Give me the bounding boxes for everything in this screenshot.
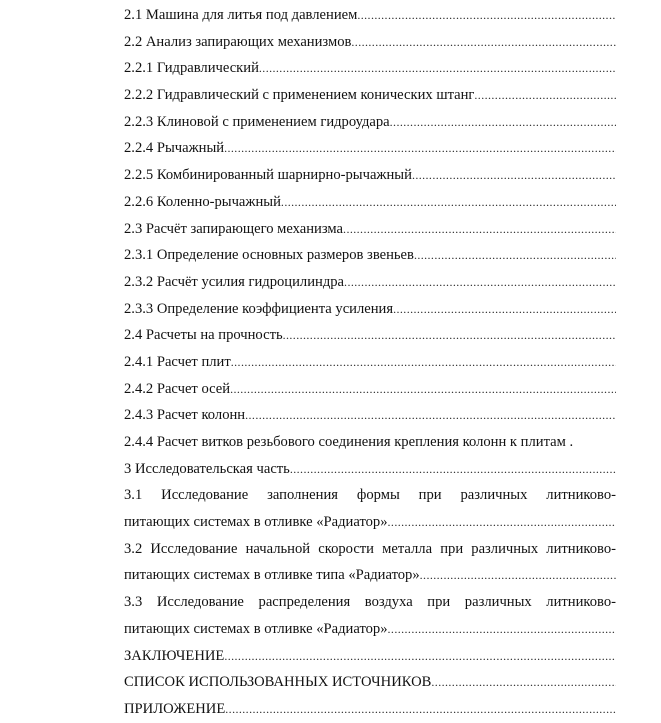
toc-dot-leader bbox=[245, 402, 616, 429]
toc-entry-title: 2.4.1 Расчет плит bbox=[124, 353, 231, 370]
toc-entry-title: 2.2.1 Гидравлический bbox=[124, 60, 259, 77]
toc-entry-title: 2.2.5 Комбинированный шарнирно-рычажный bbox=[124, 167, 412, 184]
toc-entry-title: питающих системах в отливке «Радиатор» bbox=[124, 620, 388, 637]
toc-entry bbox=[124, 402, 616, 429]
toc-dot-leader bbox=[390, 109, 616, 136]
toc-entry-title: СПИСОК ИСПОЛЬЗОВАННЫХ ИСТОЧНИКОВ bbox=[124, 674, 432, 691]
toc-dot-leader bbox=[412, 162, 616, 189]
toc-entry-title: 2.2.3 Клиновой с применением гидроудара bbox=[124, 113, 390, 130]
toc-dot-leader bbox=[281, 189, 616, 216]
toc-entry bbox=[124, 456, 616, 483]
toc-entry-title: питающих системах в отливке типа «Радиатор» bbox=[124, 567, 420, 584]
toc-dot-leader bbox=[388, 509, 616, 536]
toc-entry bbox=[124, 269, 616, 296]
toc-entry bbox=[124, 509, 616, 536]
toc-dot-leader bbox=[474, 82, 616, 109]
toc-entry bbox=[124, 55, 616, 82]
toc-entry bbox=[124, 82, 616, 109]
toc-dot-leader bbox=[351, 29, 616, 56]
toc-entry bbox=[124, 536, 616, 563]
toc-dot-leader bbox=[431, 669, 616, 696]
toc-dot-leader bbox=[420, 562, 616, 589]
toc-dot-leader bbox=[357, 2, 616, 29]
toc-entry bbox=[124, 296, 616, 323]
toc-entry-title: 2.3.3 Определение коэффициента усиления bbox=[124, 300, 394, 317]
toc-dot-leader bbox=[283, 322, 616, 349]
toc-entry bbox=[124, 429, 616, 456]
toc-dot-leader bbox=[231, 349, 616, 376]
toc-entry bbox=[124, 376, 616, 403]
toc-dot-leader bbox=[259, 55, 616, 82]
toc-entry bbox=[124, 216, 616, 243]
toc-dot-leader bbox=[393, 296, 616, 323]
toc-entry bbox=[124, 162, 616, 189]
toc-entry-title: питающих системах в отливке «Радиатор» bbox=[124, 514, 388, 531]
toc-entry-title: ЗАКЛЮЧЕНИЕ bbox=[124, 647, 225, 664]
toc-entry bbox=[124, 349, 616, 376]
toc-entry bbox=[124, 189, 616, 216]
toc-dot-leader bbox=[230, 376, 616, 403]
toc-dot-leader bbox=[388, 616, 616, 643]
toc-entry bbox=[124, 109, 616, 136]
toc-dot-leader bbox=[414, 242, 616, 269]
toc-entry-title: 2.4 Расчеты на прочность bbox=[124, 327, 283, 344]
toc-entry-title: 2.2 Анализ запирающих механизмов bbox=[124, 33, 352, 50]
toc-entry bbox=[124, 242, 616, 269]
toc-entry-title: 2.3.2 Расчёт усилия гидроцилиндра bbox=[124, 273, 345, 290]
toc-dot-leader bbox=[343, 216, 616, 243]
table-of-contents bbox=[124, 2, 616, 723]
toc-entry-title: 2.2.2 Гидравлический с применением конических штанг bbox=[124, 87, 475, 104]
toc-entry-title: 2.2.6 Коленно-рычажный bbox=[124, 193, 281, 210]
toc-entry bbox=[124, 2, 616, 29]
toc-entry bbox=[124, 643, 616, 670]
toc-dot-leader bbox=[224, 135, 616, 162]
toc-dot-leader bbox=[344, 269, 616, 296]
toc-entry-title: 3.1 Исследование заполнения формы при различных литниково- bbox=[124, 487, 616, 504]
toc-entry bbox=[124, 562, 616, 589]
toc-entry-title: 3 Исследовательская часть bbox=[124, 460, 290, 477]
toc-dot-leader bbox=[290, 456, 616, 483]
toc-entry bbox=[124, 29, 616, 56]
toc-entry-title: 2.2.4 Рычажный bbox=[124, 140, 225, 157]
toc-entry-title: 2.4.4 Расчет витков резьбового соединения крепления колонн к плитам . bbox=[124, 434, 574, 450]
toc-entry-title: 2.3 Расчёт запирающего механизма bbox=[124, 220, 344, 237]
toc-entry bbox=[124, 589, 616, 616]
toc-entry-title: 2.4.3 Расчет колонн bbox=[124, 407, 246, 424]
toc-entry-title: 3.3 Исследование распределения воздуха при различных литниково- bbox=[124, 594, 616, 611]
toc-entry bbox=[124, 616, 616, 643]
toc-entry-title: 2.3.1 Определение основных размеров звеньев bbox=[124, 247, 414, 264]
toc-entry bbox=[124, 669, 616, 696]
toc-entry-title: 2.1 Машина для литья под давлением bbox=[124, 7, 358, 23]
toc-dot-leader bbox=[224, 643, 616, 670]
toc-entry bbox=[124, 482, 616, 509]
toc-entry-title: 3.2 Исследование начальной скорости металла при различных литниково- bbox=[124, 540, 616, 557]
toc-entry-title: ПРИЛОЖЕНИЕ bbox=[124, 700, 226, 717]
toc-entry bbox=[124, 135, 616, 162]
toc-entry-title: 2.4.2 Расчет осей bbox=[124, 380, 231, 397]
toc-entry bbox=[124, 322, 616, 349]
